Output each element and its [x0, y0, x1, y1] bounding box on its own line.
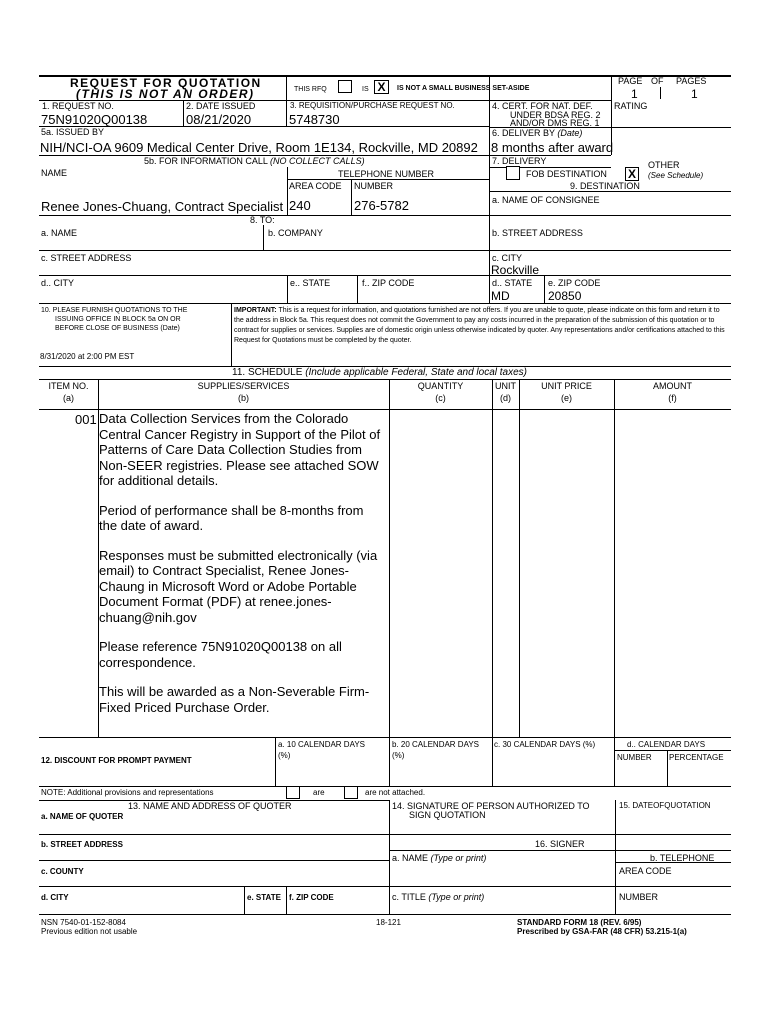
is-label: IS	[362, 86, 369, 93]
schedule-description	[99, 411, 384, 729]
provisions-note: NOTE: Additional provisions and representations	[41, 788, 214, 797]
footer-code: 18-121	[376, 918, 401, 927]
quoter-city-label: d. CITY	[41, 893, 69, 902]
issued-by[interactable]: NIH/NCI-OA 9609 Medical Center Drive, Room 1E134, Rockville, MD 20892	[40, 140, 478, 155]
col-amount: AMOUNT	[653, 381, 692, 391]
discount-30-label: c. 30 CALENDAR DAYS (%)	[494, 740, 596, 749]
date-issued[interactable]: 08/21/2020	[186, 112, 252, 127]
contact-name[interactable]: Renee Jones-Chuang, Contract Specialist	[41, 199, 284, 214]
to-name-label: a. NAME	[41, 228, 78, 238]
dest-zip-label: e. ZIP CODE	[548, 278, 601, 288]
small-business-checkbox[interactable]	[338, 80, 352, 93]
block10-line3: BEFORE CLOSE OF BUSINESS (Date)	[55, 325, 180, 332]
request-no-label: 1. REQUEST NO.	[42, 101, 114, 111]
block13-label: 13. NAME AND ADDRESS OF QUOTER	[128, 801, 292, 811]
not-small-business-checkbox[interactable]: X	[374, 80, 389, 94]
important-notice: IMPORTANT: This is a request for information, and quotations furnished are not offers. If you are unable to quote, please indicate on this form and return it to the address in Block 5a. This request does not commit the Government to pay any costs incurred in the preparation of the submission of this quotation or to contract for supplies or services. Supplies are of domestic origin unless otherwise indicated by quoter. Any representations and/or certifications attached to this Request for Quotations must be completed by the quoter.	[234, 307, 725, 344]
col-quantity: QUANTITY	[417, 381, 464, 391]
discount-percentage-label: PERCENTAGE	[669, 753, 724, 762]
page-number: 1	[631, 87, 638, 101]
schedule-paragraph: Period of performance shall be 8-months from the date of award.	[99, 502, 364, 533]
provisions-are-label: are	[313, 788, 325, 797]
destination-label: 9. DESTINATION	[570, 181, 640, 191]
discount-10-pct[interactable]: (%)	[278, 751, 291, 760]
col-unit-sub: (d)	[500, 393, 511, 403]
col-unit: UNIT	[495, 381, 516, 391]
discount-days-label: d.. CALENDAR DAYS	[627, 740, 706, 749]
to-label: 8. TO:	[250, 215, 275, 225]
form-title: REQUEST FOR QUOTATION	[70, 76, 262, 90]
area-code-label: AREA CODE	[289, 181, 342, 191]
quoter-name-label: a. NAME OF QUOTER	[41, 812, 124, 821]
col-supplies-sub: (b)	[238, 393, 249, 403]
requisition-no[interactable]: 5748730	[289, 112, 340, 127]
col-item-no-sub: (a)	[63, 393, 74, 403]
signer-title-label: c. TITLE (Type or print)	[392, 892, 485, 902]
cert-label-1: 4. CERT. FOR NAT. DEF.	[492, 101, 593, 111]
signer-name-label: a. NAME (Type or print)	[392, 853, 487, 863]
phone-number[interactable]: 276-5782	[354, 198, 409, 213]
discount-number-label: NUMBER	[617, 753, 652, 762]
schedule-paragraph: This will be awarded as a Non-Severable Firm-Fixed Priced Purchase Order.	[99, 684, 370, 715]
info-call-label: 5b. FOR INFORMATION CALL (NO COLLECT CALLS)	[144, 156, 365, 166]
quote-date-label: 15. DATEOFQUOTATION	[619, 801, 711, 810]
dest-street-label: b. STREET ADDRESS	[492, 228, 583, 238]
consignee-label: a. NAME OF CONSIGNEE	[492, 195, 600, 205]
area-code[interactable]: 240	[289, 198, 311, 213]
total-pages: 1	[691, 87, 698, 101]
other-label: OTHER	[648, 160, 680, 170]
number-label: NUMBER	[354, 181, 394, 191]
dest-state-label: d.. STATE	[492, 278, 533, 288]
dest-city[interactable]: Rockville	[491, 263, 540, 277]
issued-by-label: 5a. ISSUED BY	[41, 127, 105, 137]
to-company-label: b. COMPANY	[268, 228, 323, 238]
rating-label: RATING	[614, 101, 648, 111]
schedule-paragraph: Responses must be submitted electronically (via email) to Contract Specialist, Renee Jones-Chaung in Microsoft Word or Adobe Portable Document Format (PDF) at renee.jones-chuang@nih.gov	[99, 547, 378, 625]
cert-label-2: UNDER BDSA REG. 2	[510, 110, 601, 120]
col-unit-price-sub: (e)	[561, 393, 572, 403]
discount-20-pct[interactable]: (%)	[392, 751, 405, 760]
signer-area-code-label: AREA CODE	[619, 866, 672, 876]
signer-label: 16. SIGNER	[535, 839, 585, 849]
form-subtitle: (THIS IS NOT AN ORDER)	[76, 87, 255, 101]
other-checkbox[interactable]: X	[625, 167, 639, 181]
block10-line1: 10. PLEASE FURNISH QUOTATIONS TO THE	[41, 307, 188, 314]
signer-number-label: NUMBER	[619, 892, 659, 902]
signature-label-2: SIGN QUOTATION	[409, 810, 486, 820]
pages-label: PAGES	[676, 76, 707, 86]
quoter-zip-label: f. ZIP CODE	[289, 893, 334, 902]
deliver-by[interactable]: 8 months after award	[491, 140, 614, 155]
schedule-paragraph: Data Collection Services from the Colorado Central Cancer Registry in Support of the Pilot of Patterns of Care Data Collection Studies from Non-SEER registries. Please see attached SOW for additional details.	[99, 411, 381, 488]
provisions-are-checkbox[interactable]	[286, 786, 300, 799]
page-label: PAGE	[618, 76, 643, 86]
signer-telephone-label: b. TELEPHONE	[650, 853, 715, 863]
col-supplies: SUPPLIES/SERVICES	[197, 381, 290, 391]
requisition-label: 3. REQUISITION/PURCHASE REQUEST NO.	[290, 101, 455, 110]
discount-label: 12. DISCOUNT FOR PROMPT PAYMENT	[41, 756, 192, 765]
col-item-no: ITEM NO.	[48, 381, 89, 391]
to-city-label: d.. CITY	[41, 278, 75, 288]
date-issued-label: 2. DATE ISSUED	[186, 101, 256, 111]
fob-destination-label: FOB DESTINATION	[526, 169, 607, 179]
signature-label-1: 14. SIGNATURE OF PERSON AUTHORIZED TO	[392, 801, 590, 811]
discount-20-label: b. 20 CALENDAR DAYS	[392, 740, 479, 749]
to-zip-label: f.. ZIP CODE	[362, 278, 415, 288]
name-label: NAME	[41, 168, 68, 178]
schedule-paragraph: Please reference 75N91020Q00138 on all correspondence.	[99, 639, 342, 670]
fob-destination-checkbox[interactable]	[506, 166, 520, 180]
footer-previous: Previous edition not usable	[41, 927, 138, 936]
telephone-label: TELEPHONE NUMBER	[338, 169, 435, 179]
schedule-title: 11. SCHEDULE (Include applicable Federal, State and local taxes)	[232, 367, 527, 378]
dest-zip[interactable]: 20850	[548, 289, 582, 303]
deliver-by-label: 6. DELIVER BY (Date)	[492, 128, 583, 138]
footer-prescribed: Prescribed by GSA-FAR (48 CFR) 53.215-1(a)	[517, 927, 687, 936]
see-schedule-label: (See Schedule)	[648, 171, 704, 180]
provisions-are-not-checkbox[interactable]	[344, 786, 358, 799]
provisions-are-not-label: are not attached.	[365, 788, 426, 797]
col-quantity-sub: (c)	[435, 393, 446, 403]
footer-nsn: NSN 7540-01-152-8084	[41, 918, 126, 927]
delivery-label: 7. DELIVERY	[492, 156, 547, 166]
set-aside-label: IS NOT A SMALL BUSINESS SET-ASIDE	[397, 85, 530, 92]
block10-line2: ISSUING OFFICE IN BLOCK 5a ON OR	[55, 316, 181, 323]
quoter-street-label: b. STREET ADDRESS	[41, 840, 123, 849]
footer-form-name: STANDARD FORM 18 (REV. 6/95)	[517, 918, 642, 927]
col-unit-price: UNIT PRICE	[541, 381, 592, 391]
dest-state[interactable]: MD	[491, 289, 510, 303]
col-amount-sub: (f)	[668, 393, 677, 403]
quoter-county-label: c. COUNTY	[41, 867, 84, 876]
dest-city-label: c. CITY	[492, 253, 523, 263]
item-number: 001	[75, 412, 97, 427]
of-label: OF	[651, 76, 664, 86]
to-state-label: e.. STATE	[290, 278, 331, 288]
quoter-state-label: e. STATE	[247, 893, 281, 902]
this-rfq-label: THIS RFQ	[294, 86, 327, 93]
request-no[interactable]: 75N91020Q00138	[41, 112, 148, 127]
cert-label-3: AND/OR DMS REG. 1	[510, 118, 600, 128]
quote-due-date[interactable]: 8/31/2020 at 2:00 PM EST	[40, 352, 135, 361]
discount-10-label: a. 10 CALENDAR DAYS	[278, 740, 365, 749]
to-street-label: c. STREET ADDRESS	[41, 253, 132, 263]
